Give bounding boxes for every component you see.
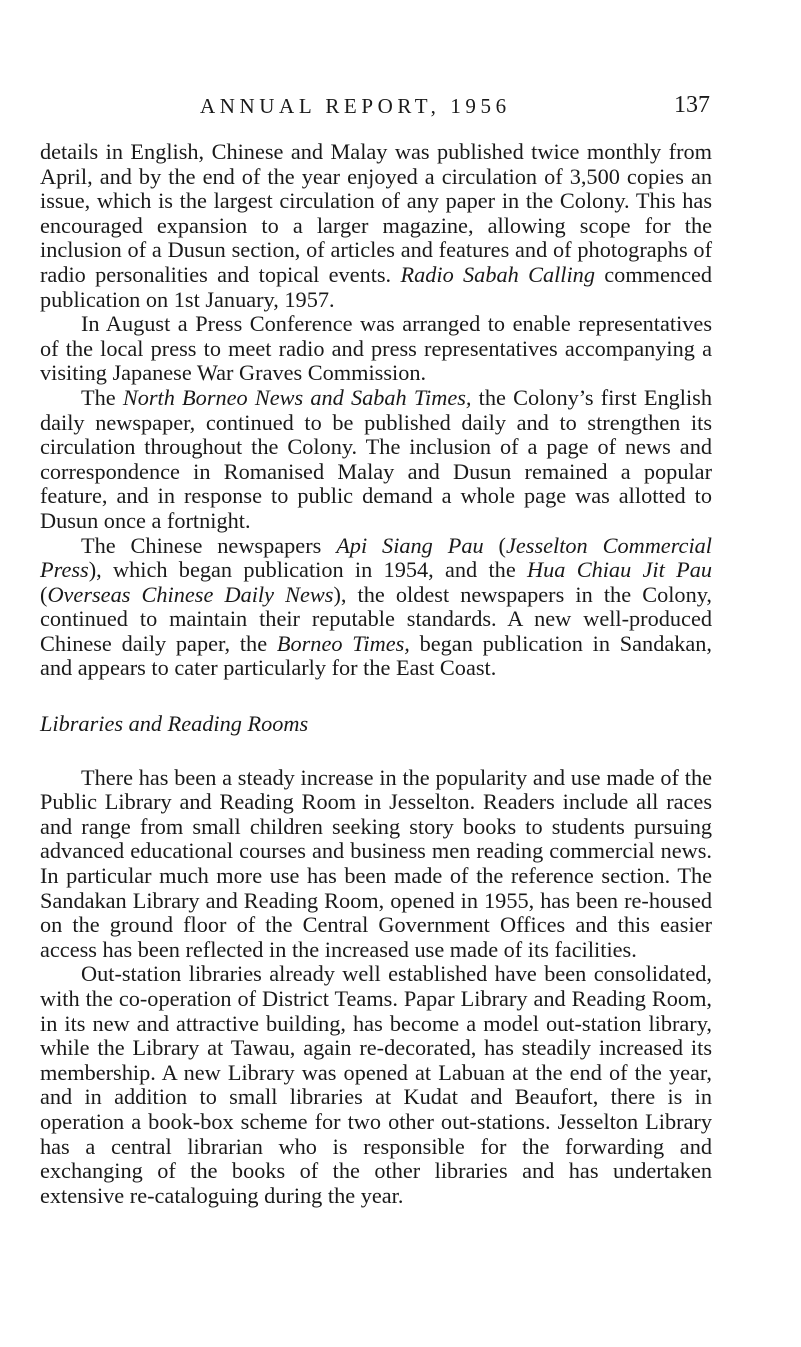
publication-title: Hua Chiau Jit Pau	[527, 557, 712, 583]
page-header	[200, 92, 720, 126]
publication-title: North Borneo News and Sabah Times,	[122, 384, 472, 410]
page-number: 137	[674, 92, 710, 118]
publication-title: Overseas Chinese Daily News	[47, 581, 334, 607]
paragraph-public-library: There has been a steady increase in the popularity and use made of the Public Library and Reading Room in Jesselton. Readers include all races and range from small children seeking story books to students pursuing advanced educational courses and business men reading commercial news. In particular much more use has been made of the reference section. The Sandakan Library and Reading Room, opened in 1955, has been re-housed on the ground floor of the Central Government Offices and this easier access has been reflected in the increased use made of its facilities.	[40, 764, 712, 962]
publication-title: Api Siang Pau	[336, 532, 484, 558]
publication-title: Jesselton Commercial Press	[40, 532, 712, 583]
publication-title: Borneo Times,	[276, 630, 410, 656]
paragraph-press-conference: In August a Press Conference was arranged to enable representatives of the local press to meet radio and press representatives accompanying a visiting Japanese War Graves Commission.	[40, 311, 712, 386]
paragraph-out-station-libraries: Out-station libraries already well established have been consolidated, with the co-operation of District Teams. Papar Library and Reading Room, in its new and attractive building, has become a model out-station library, while the Library at Tawau, again re-decorated, has steadily increased its membership. A new Library was opened at Labuan at the end of the year, and in addition to small libraries at Kudat and Beaufort, there is in operation a book-box scheme for two other out-stations. Jesselton Library has a central librarian who is responsible for the forwarding and exchanging of the books of the other libraries and has undertaken extensive re-cataloguing during the year.	[40, 961, 712, 1208]
publication-title: Radio Sabah Calling	[400, 261, 595, 287]
body-text	[40, 140, 712, 1208]
running-head: ANNUAL REPORT, 1956	[200, 94, 511, 118]
section-heading-libraries: Libraries and Reading Rooms	[40, 711, 309, 737]
paragraph-radio-magazine: details in English, Chinese and Malay was published twice monthly from April, and by the end of the year enjoyed a circulation of 3,500 copies an issue, which is the largest circulation of any paper in the Colony. This has encouraged expansion to a larger magazine, allowing scope for the inclusion of a Dusun section, of articles and features and of photographs of radio personalities and topical events. Radio Sabah Calling commenced publication on 1st January, 1957.	[40, 139, 713, 312]
paragraph-chinese-newspapers: The Chinese newspapers Api Siang Pau (Jesselton Commercial Press), which began publication in 1954, and the Hua Chiau Jit Pau (Overseas Chinese Daily News), the oldest newspapers in the Colony, continued to maintain their reputable standards. A new well-produced Chinese daily paper, the Borneo Times, began publication in Sandakan, and appears to cater particularly for the East Coast.	[40, 532, 713, 681]
paragraph-north-borneo-news: The North Borneo News and Sabah Times, the Colony’s first English daily newspaper, continued to be published daily and to strengthen its circulation throughout the Colony. The inclusion of a page of news and correspondence in Romanised Malay and Dusun remained a popular feature, and in response to public demand a whole page was allotted to Dusun once a fortnight.	[40, 384, 712, 533]
